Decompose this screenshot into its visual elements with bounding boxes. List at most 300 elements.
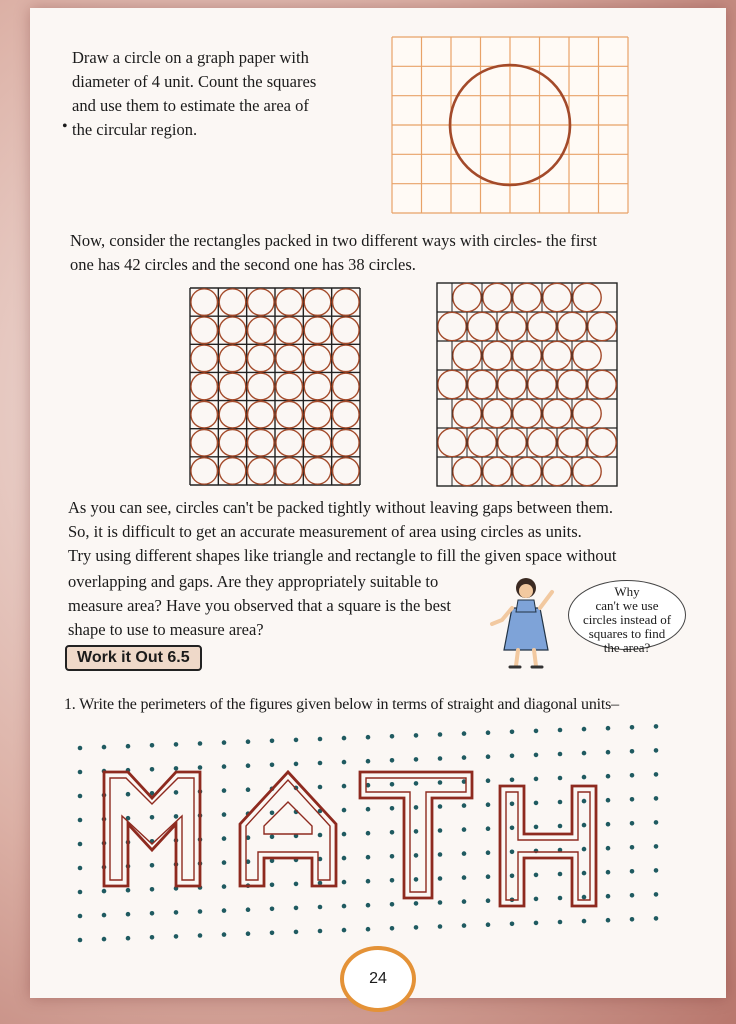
grid-dot <box>222 908 227 913</box>
packed-circle <box>483 399 511 427</box>
circle-packing-42 <box>190 288 360 485</box>
grid-dot <box>150 863 155 868</box>
packed-circle <box>333 345 360 372</box>
grid-dot <box>390 878 395 883</box>
grid-dot <box>558 728 563 733</box>
packed-circle <box>191 430 218 457</box>
grid-dot <box>414 877 419 882</box>
grid-dot <box>534 897 539 902</box>
grid-dot <box>126 936 131 941</box>
grid-dot <box>294 738 299 743</box>
grid-dot <box>342 760 347 765</box>
packed-circle <box>558 370 586 398</box>
grid-dot <box>558 776 563 781</box>
grid-dot <box>78 770 83 775</box>
grid-dot <box>174 910 179 915</box>
grid-dot <box>174 814 179 819</box>
grid-dot <box>438 924 443 929</box>
packed-circle <box>498 428 526 456</box>
grid-dot <box>534 801 539 806</box>
grid-dot <box>342 832 347 837</box>
grid-dot <box>582 871 587 876</box>
grid-dot <box>174 790 179 795</box>
packed-circle <box>588 370 616 398</box>
letter-a-inner <box>246 780 330 880</box>
discussion-line: As you can see, circles can't be packed tightly without leaving gaps between them. <box>68 498 614 517</box>
grid-dot <box>198 933 203 938</box>
grid-dot <box>342 880 347 885</box>
grid-dot <box>510 778 515 783</box>
packed-circle <box>468 370 496 398</box>
packed-circle <box>333 458 360 485</box>
packed-circle <box>248 317 275 344</box>
page-number: 24 <box>340 946 416 1012</box>
packed-circle <box>483 341 511 369</box>
girl-illustration <box>490 572 562 672</box>
grid-dot <box>510 922 515 927</box>
grid-dot <box>222 932 227 937</box>
packed-circle <box>276 401 303 428</box>
grid-dot <box>630 773 635 778</box>
grid-dot <box>462 875 467 880</box>
grid-dot <box>246 763 251 768</box>
grid-dot <box>318 833 323 838</box>
packed-circle <box>304 373 331 400</box>
packed-circle <box>498 370 526 398</box>
grid-dot <box>606 774 611 779</box>
grid-dot <box>294 882 299 887</box>
grid-dot <box>78 938 83 943</box>
packed-circle <box>513 341 541 369</box>
packed-circle <box>558 428 586 456</box>
packed-circle <box>248 430 275 457</box>
grid-dot <box>534 753 539 758</box>
grid-dot <box>222 860 227 865</box>
grid-dot <box>606 918 611 923</box>
grid-dot <box>582 799 587 804</box>
packed-circle <box>276 373 303 400</box>
grid-dot <box>558 824 563 829</box>
packed-circle <box>248 345 275 372</box>
speech-bubble <box>568 580 686 655</box>
math-dot-grid-figure <box>60 740 680 950</box>
work-it-out-heading: Work it Out 6.5 <box>65 645 202 671</box>
grid-dot <box>582 847 587 852</box>
grid-dot <box>486 922 491 927</box>
grid-dot <box>270 811 275 816</box>
grid-dot <box>582 919 587 924</box>
grid-dot <box>414 733 419 738</box>
circle-packing-38 <box>437 283 617 486</box>
grid-dot <box>150 743 155 748</box>
grid-dot <box>414 829 419 834</box>
packed-circle <box>333 430 360 457</box>
grid-dot <box>630 797 635 802</box>
grid-dot <box>438 780 443 785</box>
grid-dot <box>630 821 635 826</box>
packed-circle <box>191 317 218 344</box>
grid-dot <box>414 805 419 810</box>
packed-circle <box>483 283 511 311</box>
packed-circle <box>304 401 331 428</box>
grid-dot <box>174 934 179 939</box>
packed-circle <box>588 312 616 340</box>
grid-dot <box>78 866 83 871</box>
packed-circle <box>219 401 246 428</box>
grid-dot <box>462 803 467 808</box>
packed-circle <box>468 428 496 456</box>
grid-dot <box>558 872 563 877</box>
grid-dot <box>438 756 443 761</box>
grid-dot <box>126 888 131 893</box>
grid-dot <box>198 741 203 746</box>
grid-dot <box>366 927 371 932</box>
grid-dot <box>654 868 659 873</box>
grid-dot <box>438 732 443 737</box>
grid-dot <box>438 804 443 809</box>
grid-dot <box>654 844 659 849</box>
grid-dot <box>126 792 131 797</box>
grid-dot <box>78 842 83 847</box>
grid-dot <box>630 749 635 754</box>
grid-dot <box>654 820 659 825</box>
intro-line: Draw a circle on a graph paper with <box>72 48 309 67</box>
packed-circle <box>248 289 275 316</box>
grid-dot <box>486 802 491 807</box>
intro-line: diameter of 4 unit. Count the squares <box>72 72 317 91</box>
grid-dot <box>78 914 83 919</box>
discussion-line: measure area? Have you observed that a square is the best <box>68 596 452 615</box>
packed-circle <box>248 401 275 428</box>
packed-circle <box>483 457 511 485</box>
grid-dot <box>102 745 107 750</box>
grid-dot <box>534 777 539 782</box>
grid-dot <box>318 785 323 790</box>
grid-dot <box>390 734 395 739</box>
grid-dot <box>462 851 467 856</box>
grid-dot <box>486 898 491 903</box>
grid-dot <box>438 852 443 857</box>
packed-circle <box>453 283 481 311</box>
grid-dot <box>78 890 83 895</box>
grid-dot <box>390 902 395 907</box>
packed-circle <box>219 458 246 485</box>
grid-dot <box>510 754 515 759</box>
grid-dot <box>558 800 563 805</box>
packed-circle <box>219 430 246 457</box>
packed-circle <box>219 289 246 316</box>
grid-dot <box>294 762 299 767</box>
grid-dot <box>174 742 179 747</box>
packed-circle <box>438 312 466 340</box>
grid-dot <box>414 853 419 858</box>
grid-dot <box>510 874 515 879</box>
packed-circle <box>304 289 331 316</box>
packed-circle <box>438 428 466 456</box>
grid-dot <box>126 744 131 749</box>
grid-dot <box>318 737 323 742</box>
packed-circle <box>453 341 481 369</box>
grid-dot <box>606 822 611 827</box>
grid-dot <box>558 752 563 757</box>
grid-dot <box>342 856 347 861</box>
grid-dot <box>390 830 395 835</box>
packed-circle <box>304 430 331 457</box>
grid-dot <box>150 911 155 916</box>
packed-circle <box>248 458 275 485</box>
packed-circle <box>191 401 218 428</box>
packed-circle <box>333 401 360 428</box>
grid-dot <box>510 802 515 807</box>
packed-circle <box>304 458 331 485</box>
discussion-line: overlapping and gaps. Are they appropriately suitable to <box>68 572 439 591</box>
grid-dot <box>414 901 419 906</box>
grid-dot <box>198 909 203 914</box>
grid-dot <box>438 900 443 905</box>
grid-dot <box>462 827 467 832</box>
grid-dot <box>366 879 371 884</box>
grid-dot <box>558 920 563 925</box>
grid-dot <box>150 815 155 820</box>
letter-h-inner <box>506 792 590 900</box>
grid-dot <box>318 905 323 910</box>
grid-dot <box>486 826 491 831</box>
grid-dot <box>654 892 659 897</box>
grid-dot <box>606 726 611 731</box>
grid-dot <box>390 758 395 763</box>
grid-dot <box>270 739 275 744</box>
grid-dot <box>222 740 227 745</box>
grid-dot <box>534 873 539 878</box>
letter-m-outline <box>104 772 200 886</box>
packed-circle <box>191 458 218 485</box>
packed-circle <box>276 289 303 316</box>
grid-dot <box>558 896 563 901</box>
grid-dot <box>486 850 491 855</box>
grid-dot <box>630 845 635 850</box>
packed-circle <box>528 370 556 398</box>
grid-dot <box>222 764 227 769</box>
grid-dot <box>150 935 155 940</box>
packed-circle <box>304 345 331 372</box>
grid-dot <box>462 899 467 904</box>
packed-circle <box>453 457 481 485</box>
packed-circle <box>219 345 246 372</box>
grid-dot <box>78 818 83 823</box>
packed-circle <box>498 312 526 340</box>
grid-dot <box>438 876 443 881</box>
grid-dot <box>270 907 275 912</box>
discussion-wrapped-paragraph <box>68 570 508 642</box>
grid-dot <box>102 913 107 918</box>
grid-dot <box>486 778 491 783</box>
packed-circle <box>333 289 360 316</box>
intro-line: the circular region. <box>72 120 198 139</box>
discussion-line: So, it is difficult to get an accurate measurement of area using circles as units. <box>68 522 582 541</box>
grid-dot <box>270 835 275 840</box>
grid-dot <box>606 750 611 755</box>
grid-dot <box>270 763 275 768</box>
packed-circle <box>276 430 303 457</box>
grid-dot <box>342 928 347 933</box>
grid-dot <box>390 854 395 859</box>
grid-dot <box>606 870 611 875</box>
grid-dot <box>366 759 371 764</box>
letter-h-outline <box>500 786 596 906</box>
discussion-line: Try using different shapes like triangle and rectangle to fill the given space without <box>68 546 617 565</box>
packed-circle <box>191 373 218 400</box>
grid-dot <box>414 925 419 930</box>
grid-dot <box>150 887 155 892</box>
grid-dot <box>366 855 371 860</box>
grid-dot <box>246 787 251 792</box>
grid-dot <box>462 755 467 760</box>
grid-dot <box>654 748 659 753</box>
grid-dot <box>270 931 275 936</box>
packed-circle <box>543 341 571 369</box>
packed-circle <box>573 341 601 369</box>
grid-dot <box>606 798 611 803</box>
grid-dot <box>462 923 467 928</box>
packed-circle <box>558 312 586 340</box>
packed-circle <box>219 317 246 344</box>
packed-circle <box>333 317 360 344</box>
grid-dot <box>342 904 347 909</box>
grid-dot <box>390 782 395 787</box>
packed-circle <box>573 457 601 485</box>
bubble-line: can't we use <box>595 598 659 613</box>
packed-circle <box>543 457 571 485</box>
grid-dot <box>582 727 587 732</box>
packed-circle <box>588 428 616 456</box>
grid-dot <box>198 765 203 770</box>
packing-line: Now, consider the rectangles packed in two different ways with circles- the first <box>70 231 597 250</box>
grid-dot <box>342 784 347 789</box>
grid-dot <box>222 788 227 793</box>
packing-paragraph <box>70 229 698 277</box>
grid-dot <box>582 895 587 900</box>
grid-dot <box>246 739 251 744</box>
grid-dot <box>366 903 371 908</box>
packed-circle <box>248 373 275 400</box>
grid-dot <box>390 806 395 811</box>
grid-dot <box>654 796 659 801</box>
grid-dot <box>630 869 635 874</box>
grid-dot <box>102 937 107 942</box>
packed-circle <box>573 283 601 311</box>
intro-line: and use them to estimate the area of <box>72 96 309 115</box>
packed-circle <box>528 312 556 340</box>
grid-dot <box>486 754 491 759</box>
packed-circle <box>453 399 481 427</box>
discussion-line: shape to use to measure area? <box>68 620 264 639</box>
bubble-line: Why <box>614 584 640 599</box>
grid-dot <box>582 775 587 780</box>
grid-dot <box>654 724 659 729</box>
packed-circle <box>513 457 541 485</box>
packed-circle <box>333 373 360 400</box>
grid-dot <box>630 917 635 922</box>
grid-dot <box>462 731 467 736</box>
grid-dot <box>414 757 419 762</box>
graph-paper-circle-figure <box>392 37 628 213</box>
grid-dot <box>78 746 83 751</box>
grid-dot <box>294 930 299 935</box>
packed-circle <box>438 370 466 398</box>
grid-dot <box>270 883 275 888</box>
grid-dot <box>102 889 107 894</box>
grid-dot <box>174 766 179 771</box>
grid-dot <box>366 807 371 812</box>
grid-dot <box>222 884 227 889</box>
grid-dot <box>222 812 227 817</box>
bubble-line: squares to find <box>588 626 666 641</box>
grid-dot <box>654 916 659 921</box>
grid-dot <box>366 735 371 740</box>
grid-dot <box>582 823 587 828</box>
letter-a-outline <box>240 772 336 886</box>
grid-dot <box>414 781 419 786</box>
letter-t-inner <box>366 778 466 892</box>
packed-circle <box>191 345 218 372</box>
grid-dot <box>150 767 155 772</box>
grid-dot <box>318 929 323 934</box>
grid-dot <box>366 831 371 836</box>
grid-dot <box>534 825 539 830</box>
grid-dot <box>654 772 659 777</box>
packed-circle <box>219 373 246 400</box>
grid-dot <box>606 846 611 851</box>
packed-circle <box>276 317 303 344</box>
bubble-line: circles instead of <box>582 612 672 627</box>
grid-dot <box>222 836 227 841</box>
grid-dot <box>630 893 635 898</box>
grid-dot <box>294 906 299 911</box>
grid-dot <box>342 808 347 813</box>
grid-dot <box>510 850 515 855</box>
grid-dot <box>78 794 83 799</box>
grid-dot <box>534 921 539 926</box>
packed-circle <box>573 399 601 427</box>
packed-circle <box>513 399 541 427</box>
packed-circle <box>468 312 496 340</box>
bullet-icon: • <box>62 118 68 135</box>
grid-dot <box>390 926 395 931</box>
grid-dot <box>126 912 131 917</box>
question-1: 1. Write the perimeters of the figures given below in terms of straight and diagonal units– <box>64 696 619 713</box>
packed-circle <box>304 317 331 344</box>
grid-dot <box>438 828 443 833</box>
grid-dot <box>630 725 635 730</box>
grid-dot <box>486 730 491 735</box>
grid-dot <box>510 826 515 831</box>
packed-circle <box>528 428 556 456</box>
grid-dot <box>606 894 611 899</box>
intro-paragraph <box>72 46 372 142</box>
grid-dot <box>582 751 587 756</box>
packing-line: one has 42 circles and the second one has 38 circles. <box>70 255 416 274</box>
grid-dot <box>486 874 491 879</box>
grid-dot <box>534 729 539 734</box>
packed-circle <box>191 289 218 316</box>
packed-circle <box>543 283 571 311</box>
packed-circle <box>543 399 571 427</box>
grid-dot <box>246 907 251 912</box>
packed-circle <box>276 458 303 485</box>
discussion-paragraph <box>68 496 708 568</box>
grid-dot <box>318 761 323 766</box>
packed-circle <box>513 283 541 311</box>
